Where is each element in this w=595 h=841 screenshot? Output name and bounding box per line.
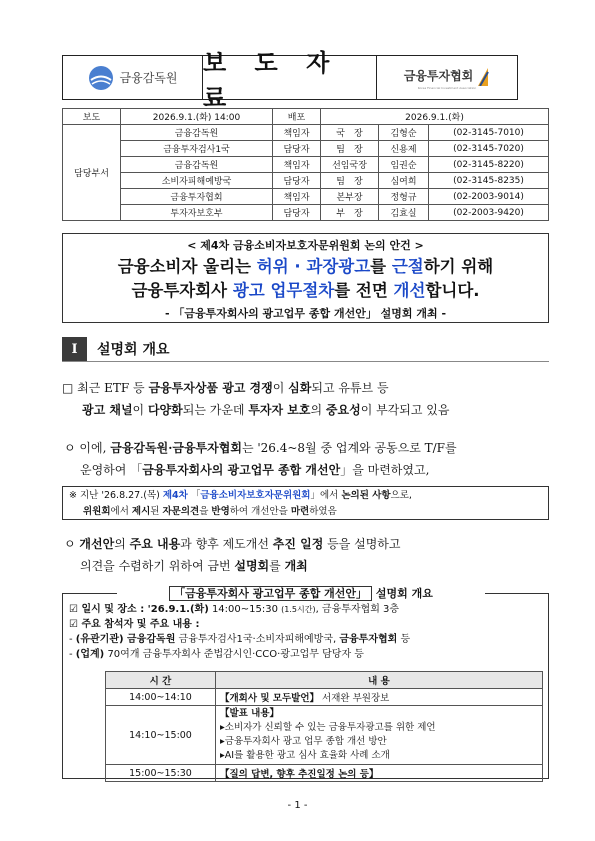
list-item: ▸금융투자회사 광고 업무 종합 개선 방안 bbox=[220, 736, 387, 747]
text: 등을 설명하고 bbox=[323, 537, 401, 551]
text: 서재완 부원장보 bbox=[319, 693, 390, 704]
text-highlight: 제4차 bbox=[162, 490, 188, 501]
text: 과 향후 제도개선 bbox=[180, 537, 273, 551]
dist-label: 배포 bbox=[273, 109, 321, 125]
kofia-name: 금융투자협회 bbox=[403, 69, 474, 83]
schedule-content bbox=[216, 765, 543, 782]
text: 되고 유튜브 등 bbox=[311, 381, 389, 395]
dept-role: 담당자 bbox=[273, 173, 321, 189]
text: 금융투자검사1국·소비자피해예방국, bbox=[175, 634, 340, 645]
dept-phone: (02-3145-8235) bbox=[429, 173, 549, 189]
dept-org: 금융감독원 bbox=[121, 125, 273, 141]
dept-phone: (02-2003-9420) bbox=[429, 205, 549, 221]
dept-phone: (02-3145-7010) bbox=[429, 125, 549, 141]
list-item: ▸AI를 활용한 광고 심사 효율화 사례 소개 bbox=[220, 750, 390, 761]
list-item: ▸소비자가 신뢰할 수 있는 금융투자광고를 위한 제언 bbox=[220, 722, 436, 733]
text-bold: 금융투자회사의 광고업무 종합 개선안 bbox=[142, 463, 341, 477]
text-bold: 다양화 bbox=[147, 403, 183, 417]
fss-emblem-icon bbox=[88, 65, 114, 91]
text-bold: 마련 bbox=[290, 506, 310, 517]
text: 「 bbox=[187, 490, 201, 501]
text: 를 bbox=[269, 559, 285, 573]
page-number: - 1 - bbox=[287, 800, 308, 811]
document-title-box bbox=[203, 47, 377, 112]
dept-name: 김형순 bbox=[379, 125, 429, 141]
text: ㅇ 이에, bbox=[64, 441, 111, 455]
dept-title: 본부장 bbox=[321, 189, 379, 205]
text-bold: 추진 일정 bbox=[272, 537, 324, 551]
dept-org: 금융투자검사1국 bbox=[121, 141, 273, 157]
text-bold: 자문의견 bbox=[162, 506, 200, 517]
paragraph-purpose bbox=[64, 533, 550, 577]
text-bold: 금융투자상품 광고 경쟁 bbox=[148, 381, 273, 395]
fss-logo bbox=[63, 56, 203, 99]
text: 운영하여 「 bbox=[80, 463, 143, 477]
text: 의 bbox=[310, 403, 326, 417]
text: 이 bbox=[132, 403, 148, 417]
dept-phone: (02-2003-9014) bbox=[429, 189, 549, 205]
text-bold: 금융감독원·금융투자협회 bbox=[110, 441, 242, 455]
text-bold: 광고 채널 bbox=[82, 403, 133, 417]
dist-date: 2026.9.1.(화) bbox=[321, 109, 549, 125]
headline-note: - 「금융투자회사의 광고업무 종합 개선안」 설명회 개최 - bbox=[164, 307, 447, 320]
text-bold: 위원회 bbox=[83, 506, 111, 517]
schedule-table bbox=[105, 671, 543, 782]
text: 을 bbox=[199, 506, 212, 517]
text: 」에서 bbox=[310, 490, 342, 501]
headline-text: 를 전면 bbox=[334, 281, 394, 300]
event-attendees-industry bbox=[69, 647, 542, 662]
headline-highlight: 개선 bbox=[393, 281, 426, 300]
text-bold: 논의된 사항 bbox=[341, 490, 391, 501]
text: 하였음 bbox=[309, 506, 337, 517]
text: , 금융투자협회 3층 bbox=[315, 604, 400, 615]
text: 의견을 수렴하기 위하여 금번 bbox=[80, 559, 235, 573]
text: ㅇ bbox=[64, 537, 80, 551]
headline-box bbox=[62, 233, 549, 323]
schedule-header-content: 내 용 bbox=[216, 672, 543, 689]
event-title-main: 「금융투자회사 광고업무 종합 개선안」 bbox=[169, 586, 372, 601]
dept-name: 심여희 bbox=[379, 173, 429, 189]
text: 이 bbox=[272, 381, 289, 395]
event-box-title bbox=[117, 585, 485, 601]
report-date: 2026.9.1.(화) 14:00 bbox=[121, 109, 273, 125]
text-bold: (업계) bbox=[75, 649, 105, 660]
headline-line-2 bbox=[63, 281, 548, 301]
headline-text: 를 bbox=[370, 257, 392, 276]
dept-role: 책임자 bbox=[273, 157, 321, 173]
text: 에서 bbox=[110, 506, 132, 517]
headline-text: 금융소비자 울리는 bbox=[117, 257, 257, 276]
event-datetime-line bbox=[69, 602, 542, 617]
text-bold: 반영 bbox=[211, 506, 230, 517]
text-bold: ☑ 주요 참석자 및 주요 내용 : bbox=[69, 619, 200, 630]
headline-highlight: 광고 업무절차 bbox=[232, 281, 335, 300]
text: 으로, bbox=[390, 490, 412, 501]
schedule-time: 14:00~14:10 bbox=[106, 689, 216, 706]
headline-text: 하기 위해 bbox=[423, 257, 494, 276]
section-title: 설명회 개요 bbox=[97, 342, 170, 358]
dept-role: 담당자 bbox=[273, 141, 321, 157]
event-attendees-agencies bbox=[69, 632, 542, 647]
text: 는 '26.4~8월 중 업계와 공동으로 T/F를 bbox=[241, 441, 457, 455]
dept-org: 투자자보호부 bbox=[121, 205, 273, 221]
paragraph-taskforce bbox=[64, 437, 550, 481]
table-row bbox=[106, 689, 543, 706]
text: 된 bbox=[150, 506, 163, 517]
text-bold: ☑ 일시 및 장소 : bbox=[69, 604, 148, 615]
schedule-content bbox=[216, 689, 543, 706]
text-bold: 【개회사 및 모두발언】 bbox=[220, 693, 320, 704]
document-header bbox=[62, 47, 518, 112]
text: ※ 지난 '26.8.27.(목) bbox=[69, 490, 163, 501]
headline-text: 금융투자회사 bbox=[131, 281, 233, 300]
text-bold: 투자자 보호 bbox=[248, 403, 311, 417]
schedule-time: 15:00~15:30 bbox=[106, 765, 216, 782]
text-bold: '26.9.1.(화) bbox=[147, 604, 209, 615]
text-bold: 개최 bbox=[284, 559, 308, 573]
dept-title: 팀 장 bbox=[321, 173, 379, 189]
dept-title: 국 장 bbox=[321, 125, 379, 141]
event-attendees-heading bbox=[69, 617, 542, 632]
kofia-emblem-icon bbox=[476, 66, 490, 86]
dept-role: 책임자 bbox=[273, 189, 321, 205]
text: - bbox=[69, 649, 76, 660]
text: 되는 가운데 bbox=[182, 403, 249, 417]
dept-org: 금융투자협회 bbox=[121, 189, 273, 205]
dept-phone: (02-3145-7020) bbox=[429, 141, 549, 157]
committee-note-box bbox=[62, 486, 549, 520]
text-bold: 심화 bbox=[288, 381, 312, 395]
dept-org: 금융감독원 bbox=[121, 157, 273, 173]
section-heading bbox=[62, 337, 170, 361]
dept-title: 팀 장 bbox=[321, 141, 379, 157]
headline-text: 합니다. bbox=[425, 281, 480, 300]
kofia-logo bbox=[377, 56, 517, 99]
text-bold: 제시 bbox=[131, 506, 151, 517]
text-bold: 【발표 내용】 bbox=[220, 708, 280, 719]
dept-org: 소비자피해예방국 bbox=[121, 173, 273, 189]
headline-highlight: 허위 · 과장광고 bbox=[256, 257, 371, 276]
dept-role: 담당자 bbox=[273, 205, 321, 221]
section-number: I bbox=[62, 337, 87, 361]
paragraph-background bbox=[62, 377, 552, 421]
text-small: (1.5시간) bbox=[281, 605, 316, 614]
dept-label: 담당부서 bbox=[63, 125, 121, 221]
document-title: 보 도 자 료 bbox=[203, 47, 340, 112]
text: 이 부각되고 있음 bbox=[360, 403, 450, 417]
text-bold: 개선안 bbox=[79, 537, 115, 551]
text-bold: 설명회 bbox=[234, 559, 270, 573]
dept-title: 부 장 bbox=[321, 205, 379, 221]
dept-name: 임권순 bbox=[379, 157, 429, 173]
text: 의 bbox=[114, 537, 130, 551]
text: 70여개 금융투자회사 준법감시인·CCO·광고업무 담당자 등 bbox=[104, 649, 364, 660]
text: □ 최근 ETF 등 bbox=[62, 381, 149, 395]
text: - bbox=[69, 634, 76, 645]
table-row bbox=[106, 706, 543, 765]
text-bold: 【질의 답변, 향후 추진일정 논의 등】 bbox=[220, 769, 379, 780]
text-bold: 금융투자협회 bbox=[339, 634, 398, 645]
section-divider bbox=[62, 361, 549, 362]
dept-phone: (02-3145-8220) bbox=[429, 157, 549, 173]
text-highlight: 금융소비자보호자문위원회 bbox=[200, 490, 311, 501]
text-bold: 중요성 bbox=[325, 403, 361, 417]
text-bold: 주요 내용 bbox=[129, 537, 181, 551]
fss-name: 금융감독원 bbox=[119, 71, 178, 85]
text: 등 bbox=[397, 634, 411, 645]
table-row bbox=[106, 765, 543, 782]
schedule-time: 14:10~15:00 bbox=[106, 706, 216, 765]
text: 14:00~15:30 bbox=[208, 604, 282, 615]
contact-info-table bbox=[62, 108, 549, 221]
dept-title: 선임국장 bbox=[321, 157, 379, 173]
kofia-subtitle: Korea Financial Investment Association bbox=[417, 85, 477, 90]
dept-name: 신용제 bbox=[379, 141, 429, 157]
schedule-header-time: 시 간 bbox=[106, 672, 216, 689]
headline-line-1 bbox=[63, 257, 548, 277]
text: 하여 개선안을 bbox=[229, 506, 291, 517]
headline-highlight: 근절 bbox=[391, 257, 424, 276]
text-bold: (유관기관) 금융감독원 bbox=[75, 634, 176, 645]
agenda-subtitle: < 제4차 금융소비자보호자문위원회 논의 안건 > bbox=[187, 239, 424, 252]
text: 」을 마련하였고, bbox=[340, 463, 430, 477]
dept-name: 정형규 bbox=[379, 189, 429, 205]
dept-name: 김효실 bbox=[379, 205, 429, 221]
dept-role: 책임자 bbox=[273, 125, 321, 141]
event-title-rest: 설명회 개요 bbox=[372, 587, 433, 600]
schedule-content bbox=[216, 706, 543, 765]
report-label: 보도 bbox=[63, 109, 121, 125]
